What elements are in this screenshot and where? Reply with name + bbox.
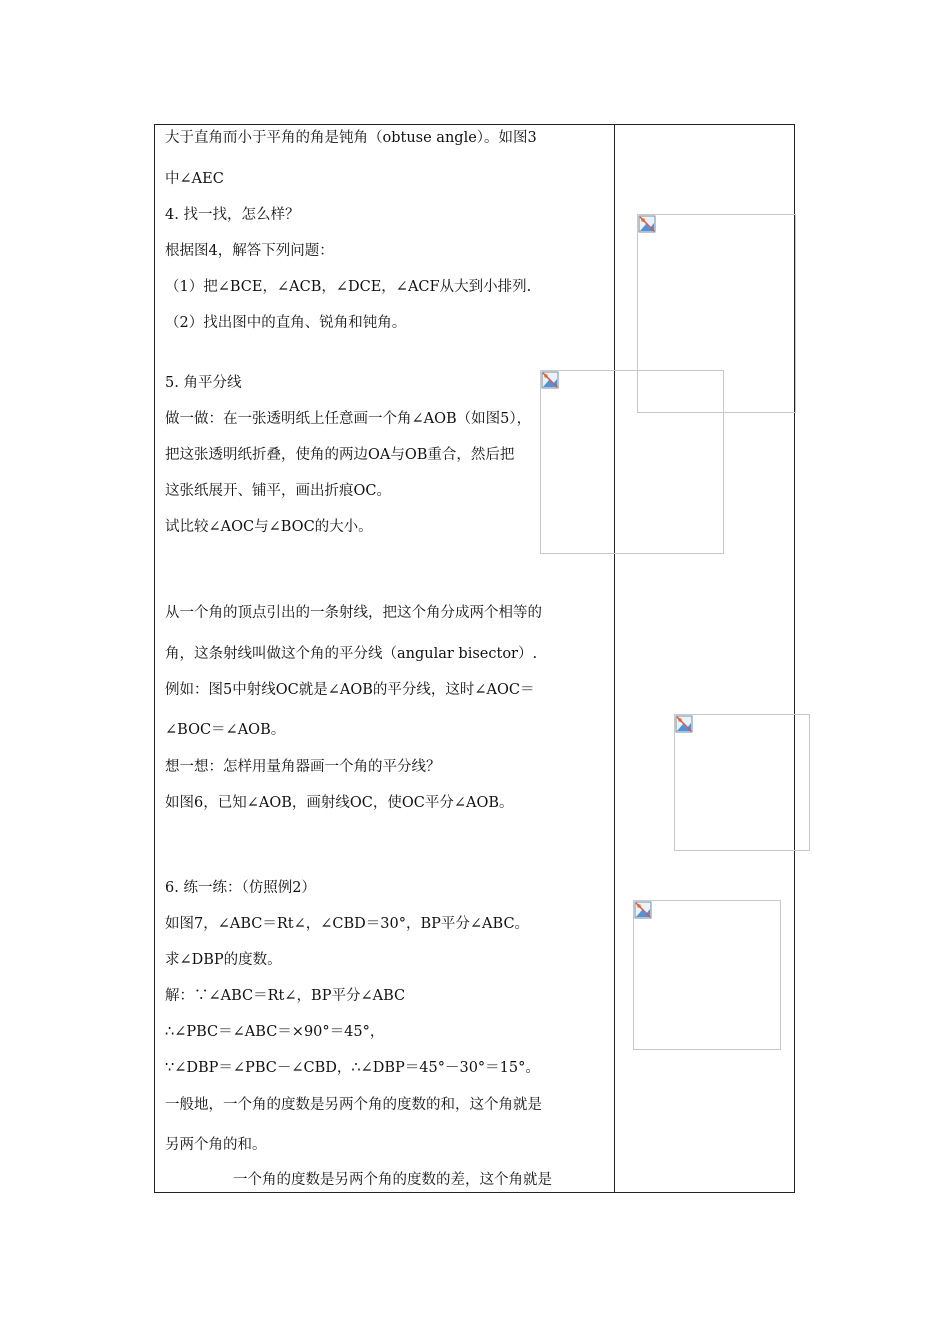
text-line: ∠BOC＝∠AOB。 xyxy=(165,722,286,738)
figure-6-image xyxy=(674,714,810,851)
text-line: 试比较∠AOC与∠BOC的大小。 xyxy=(165,519,373,535)
text-line: 另两个角的和。 xyxy=(165,1137,267,1153)
text-line: 一个角的度数是另两个角的度数的差，这个角就是 xyxy=(233,1172,552,1188)
text-line: 如图6，已知∠AOB，画射线OC，使OC平分∠AOB。 xyxy=(165,795,514,811)
text-line: 解：∵∠ABC＝Rt∠，BP平分∠ABC xyxy=(165,988,406,1004)
figure-5-image xyxy=(540,370,724,554)
text-line: 例如：图5中射线OC就是∠AOB的平分线，这时∠AOC＝ xyxy=(165,682,535,698)
text-line: 从一个角的顶点引出的一条射线，把这个角分成两个相等的 xyxy=(165,605,542,621)
text-line: 角，这条射线叫做这个角的平分线（angular bisector）. xyxy=(165,646,538,662)
text-line: 根据图4，解答下列问题： xyxy=(165,243,334,259)
figure-7-image xyxy=(633,900,781,1050)
section-heading: 4. 找一找，怎么样？ xyxy=(165,207,300,223)
broken-image-icon xyxy=(634,901,652,919)
text-line: 把这张透明纸折叠，使角的两边OA与OB重合，然后把 xyxy=(165,447,515,463)
text-line: 一般地，一个角的度数是另两个角的度数的和，这个角就是 xyxy=(165,1097,542,1113)
section-heading: 6. 练一练：（仿照例2） xyxy=(165,880,316,896)
text-line: 这张纸展开、铺平，画出折痕OC。 xyxy=(165,483,391,499)
broken-image-icon xyxy=(675,715,693,733)
text-line: 求∠DBP的度数。 xyxy=(165,952,282,968)
text-line: 做一做：在一张透明纸上任意画一个角∠AOB（如图5）， xyxy=(165,411,532,427)
text-line: （2）找出图中的直角、锐角和钝角。 xyxy=(165,315,407,331)
text-line: 大于直角而小于平角的角是钝角（obtuse angle）。如图3 xyxy=(165,130,537,146)
text-line: 想一想：怎样用量角器画一个角的平分线？ xyxy=(165,759,441,775)
text-line: ∵∠DBP＝∠PBC－∠CBD，∴∠DBP＝45°－30°＝15°。 xyxy=(165,1060,540,1076)
text-line: 中∠AEC xyxy=(165,171,224,187)
section-heading: 5. 角平分线 xyxy=(165,375,242,391)
text-line: （1）把∠BCE，∠ACB，∠DCE，∠ACF从大到小排列. xyxy=(165,279,532,295)
column-divider xyxy=(614,124,615,1193)
broken-image-icon xyxy=(638,215,656,233)
text-line: ∴∠PBC＝∠ABC＝×90°＝45°， xyxy=(165,1024,385,1040)
text-line: 如图7，∠ABC＝Rt∠，∠CBD＝30°，BP平分∠ABC。 xyxy=(165,916,530,932)
broken-image-icon xyxy=(541,371,559,389)
